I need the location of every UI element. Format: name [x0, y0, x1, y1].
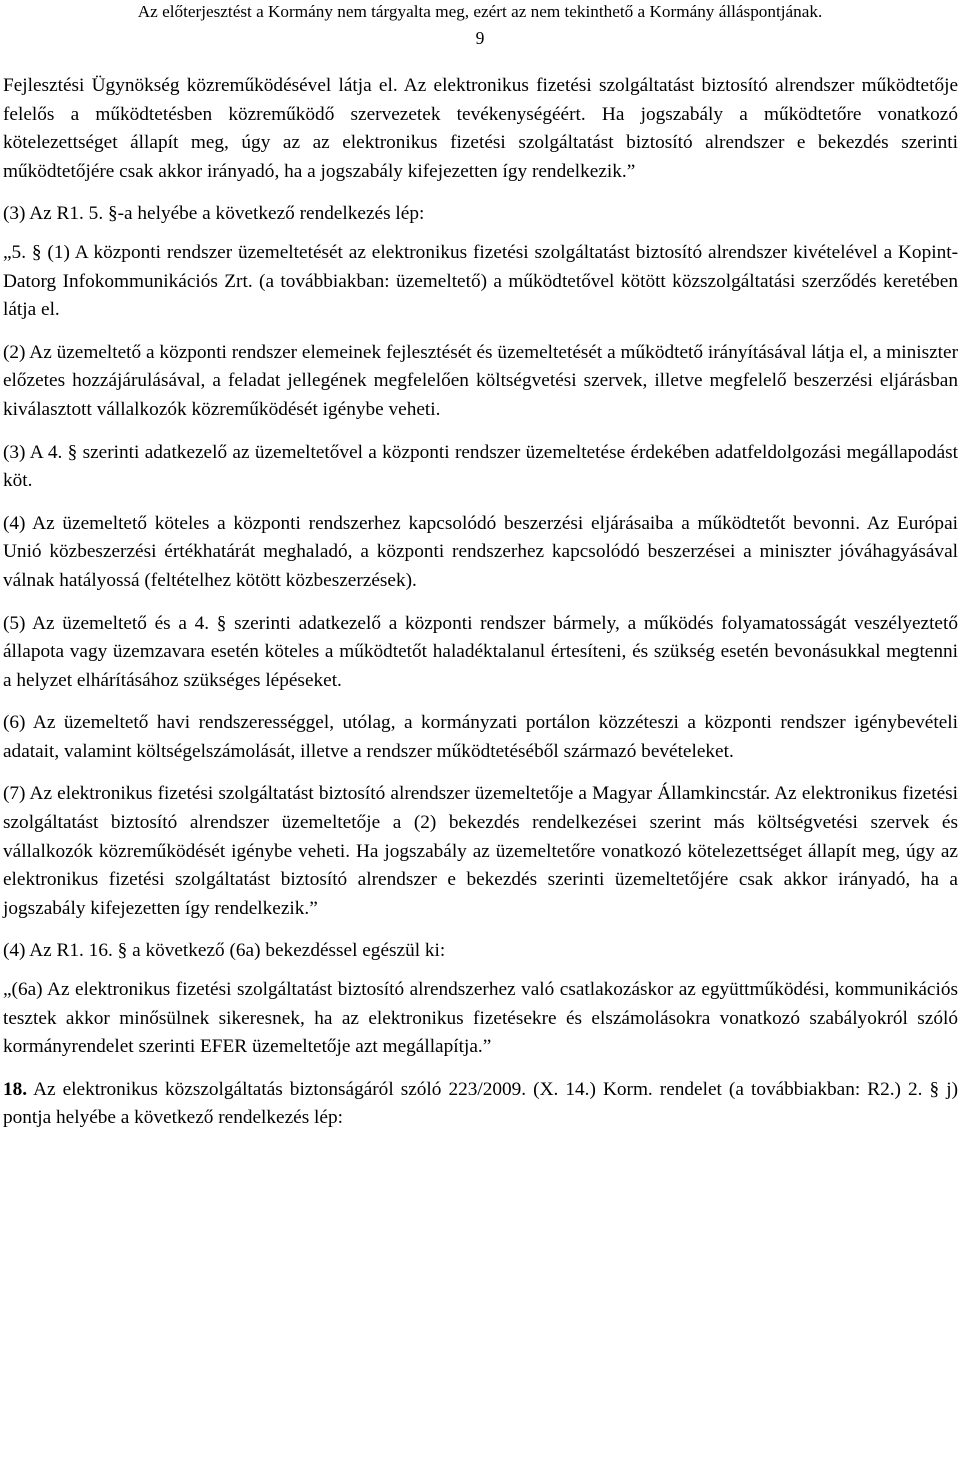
paragraph-section-5-1: „5. § (1) A központi rendszer üzemeltetését az elektronikus fizetési szolgáltatást biztosító alrendszer kivételével a Kopint-Datorg Infokommunikációs Zrt. (a továbbiakban: üzemeltető) a működtetővel kötött közszolgáltatási szerződés keretében látja el.	[3, 241, 958, 321]
paragraph-section-5-3: (3) A 4. § szerinti adatkezelő az üzemeltetővel a központi rendszer üzemeltetése érdekében adatfeldolgozási megállapodást köt.	[3, 441, 958, 492]
paragraph-section-18	[3, 1076, 958, 1133]
paragraph-amendment-4: (4) Az R1. 16. § a következő (6a) bekezdéssel egészül ki:	[3, 940, 446, 962]
section-text: Az elektronikus közszolgáltatás biztonságáról szóló 223/2009. (X. 14.) Korm. rendelet (a továbbiakban: R2.) 2. § j) pontja helyébe a következő rendelkezés lép:	[3, 1078, 958, 1129]
paragraph-continuation: Fejlesztési Ügynökség közreműködésével látja el. Az elektronikus fizetési szolgáltatást biztosító alrendszer működtetője felelős a működtetésben közreműködő szervezetek tevékenységéért. Ha jogszabály a működtetőre vonatkozó kötelezettséget állapít meg, úgy az az elektronikus fizetési szolgáltatást biztosító alrendszer e bekezdés szerinti működtetőjére csak akkor irányadó, ha a jogszabály kifejezetten így rendelkezik.”	[3, 75, 958, 182]
section-number: 18.	[3, 1078, 28, 1100]
draft-disclaimer-header: Az előterjesztést a Kormány nem tárgyalta meg, ezért az nem tekinthető a Kormány álláspontjának.	[137, 2, 823, 21]
paragraph-section-5-2: (2) Az üzemeltető a központi rendszer elemeinek fejlesztését és üzemeltetését a működtető irányításával látja el, a miniszter előzetes hozzájárulásával, a feladat jellegének megfelelően költségvetési szervek, illetve megfelelő beszerzési eljárásban kiválasztott vállalkozók közreműködését igénybe veheti.	[3, 341, 958, 420]
paragraph-section-5-4: (4) Az üzemeltető köteles a központi rendszerhez kapcsolódó beszerzési eljárásaiba a működtetőt bevonni. Az Európai Unió közbeszerzési értékhatárát meghaladó, a központi rendszerhez kapcsolódó beszerzései a miniszter jóváhagyásával válnak hatályossá (feltételhez kötött közbeszerzések).	[3, 512, 958, 591]
paragraph-amendment-3: (3) Az R1. 5. §-a helyébe a következő rendelkezés lép:	[3, 203, 425, 225]
paragraph-section-5-7: (7) Az elektronikus fizetési szolgáltatást biztosító alrendszer üzemeltetője a Magyar Államkincstár. Az elektronikus fizetési szolgáltatást biztosító alrendszer üzemeltetője a (2) bekezdés rendelkezései szerint más költségvetési szervek és vállalkozók közreműködését igénybe veheti. Ha jogszabály az üzemeltetőre vonatkozó kötelezettséget állapít meg, úgy az elektronikus fizetési szolgáltatást biztosító alrendszer e bekezdés szerinti üzemeltetőjére csak akkor irányadó, ha a jogszabály kifejezetten így rendelkezik.”	[3, 783, 958, 919]
paragraph-section-5-6: (6) Az üzemeltető havi rendszerességgel, utólag, a kormányzati portálon közzéteszi a központi rendszer igénybevételi adatait, valamint költségelszámolását, illetve a rendszer működtetéséből származó bevételeket.	[3, 712, 958, 762]
page-number: 9	[475, 28, 485, 48]
document-body	[3, 72, 958, 1147]
paragraph-section-16-6a: „(6a) Az elektronikus fizetési szolgáltatást biztosító alrendszerhez való csatlakozáskor az együttműködési, kommunikációs tesztek akkor minősülnek sikeresnek, ha az elektronikus fizetésekre és elszámolásokra vonatkozó szabályokról szóló kormányrendelet szerinti EFER üzemeltetője azt megállapítja.”	[3, 979, 958, 1058]
paragraph-section-5-5: (5) Az üzemeltető és a 4. § szerinti adatkezelő a központi rendszer bármely, a működés folyamatosságát veszélyeztető állapota vagy üzemzavara esetén köteles a működtetőt haladéktalanul értesíteni, és szükség esetén bevonásukkal megtenni a helyzet elhárításához szükséges lépéseket.	[3, 612, 958, 691]
